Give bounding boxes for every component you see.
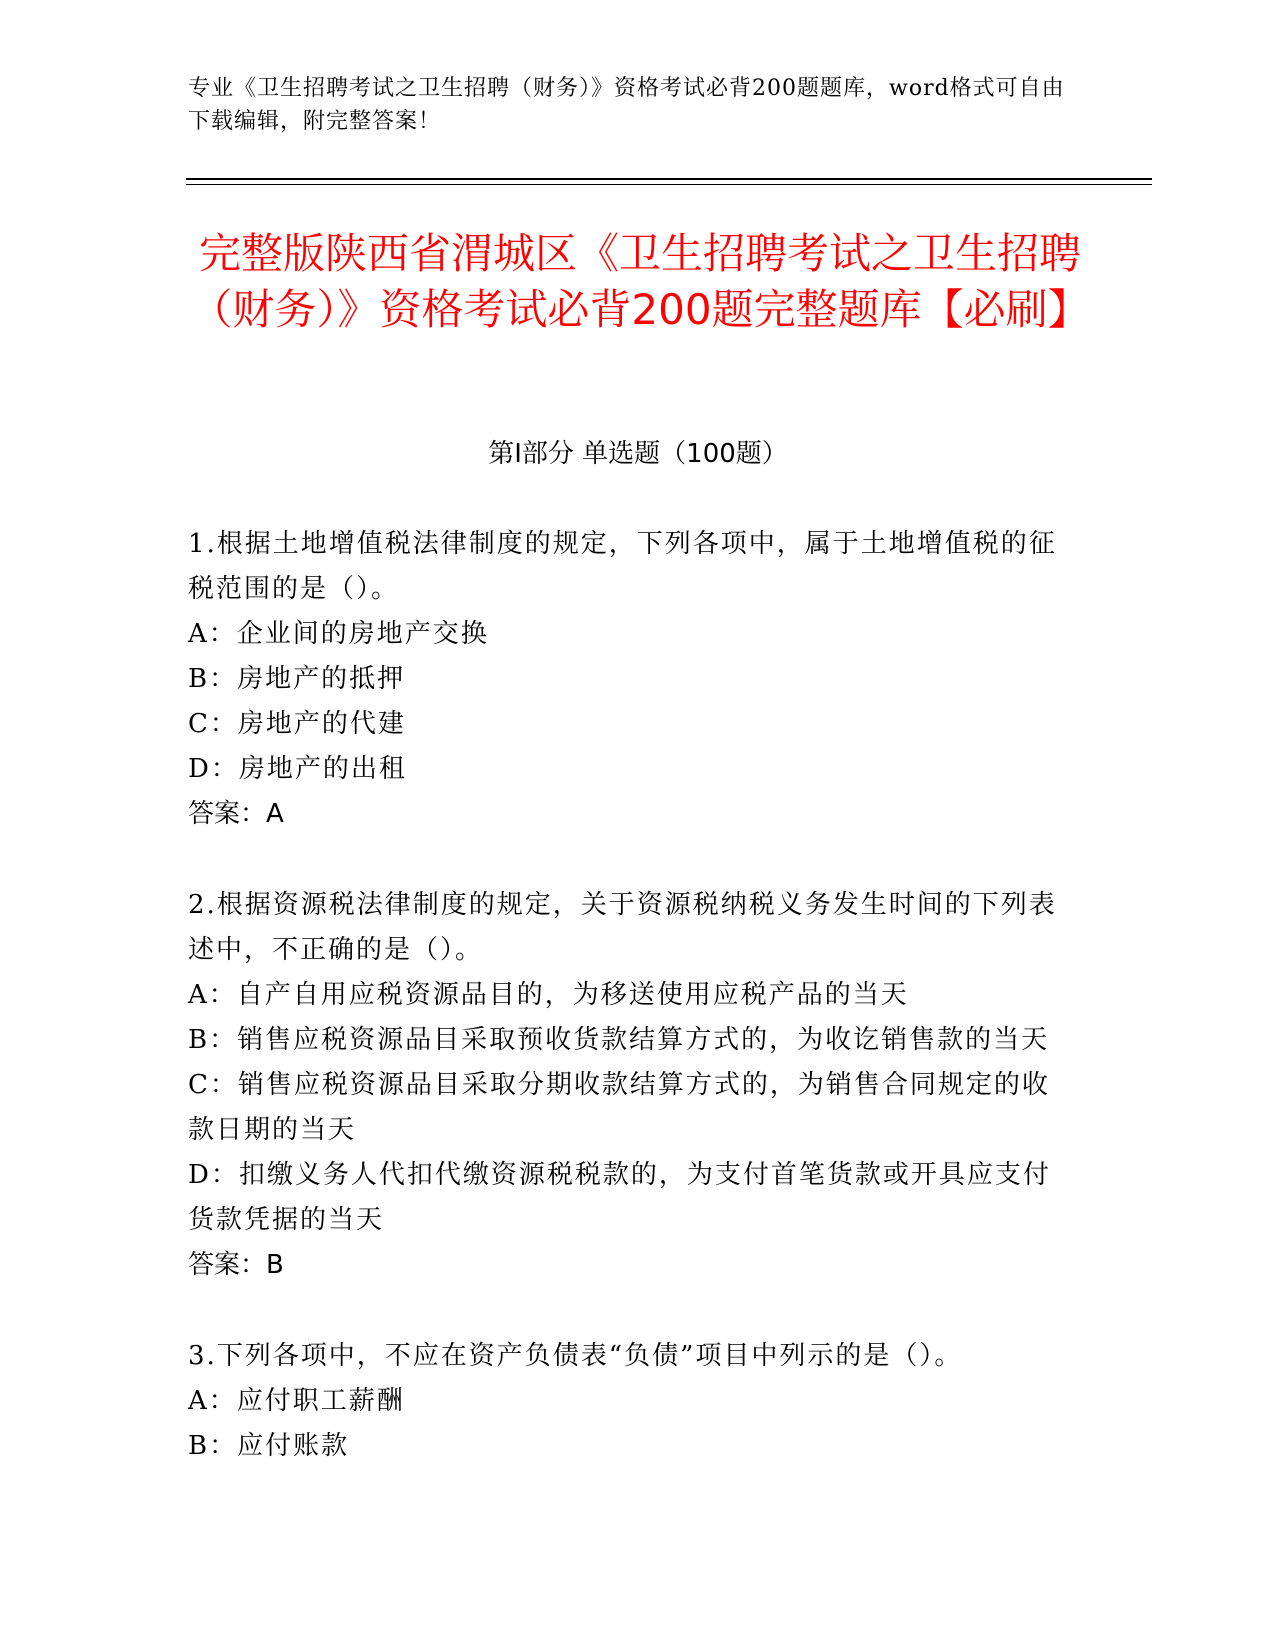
question-stem: 2.根据资源税法律制度的规定，关于资源税纳税义务发生时间的下列表述中，不正确的是（）。 [188,890,1057,965]
option-b: B：销售应税资源品目采取预收货款结算方式的，为收讫销售款的当天 [188,1025,1050,1055]
option-b: B：房地产的抵押 [188,664,406,694]
header-note: 专业《卫生招聘考试之卫生招聘（财务）》资格考试必背200题题库，word格式可自由下载编辑，附完整答案！ [188,76,1065,134]
question-3 [188,1334,1068,1469]
option-a: A：自产自用应税资源品目的，为移送使用应税产品的当天 [188,980,909,1010]
question-2 [188,883,1068,1288]
option-b: B：应付账款 [188,1431,350,1461]
header-rule-thick [186,178,1152,180]
document-title: 完整版陕西省渭城区《卫生招聘考试之卫生招聘（财务）》资格考试必背200题完整题库【必刷】 [190,229,1090,334]
answer: 答案：B [188,1250,284,1280]
question-stem: 1.根据土地增值税法律制度的规定，下列各项中，属于土地增值税的征税范围的是（）。 [188,529,1057,604]
option-c: C：房地产的代建 [188,709,406,739]
question-list [188,522,1068,1515]
question-stem: 3.下列各项中，不应在资产负债表“负债”项目中列示的是（）。 [188,1341,963,1371]
answer: 答案：A [188,799,284,829]
section-heading: 第Ⅰ部分 单选题（100题） [488,439,788,469]
option-c: C：销售应税资源品目采取分期收款结算方式的，为销售合同规定的收款日期的当天 [188,1070,1050,1145]
option-a: A：应付职工薪酬 [188,1386,405,1416]
option-d: D：房地产的出租 [188,754,407,784]
option-a: A：企业间的房地产交换 [188,619,489,649]
option-d: D：扣缴义务人代扣代缴资源税税款的，为支付首笔货款或开具应支付货款凭据的当天 [188,1160,1051,1235]
question-1 [188,522,1068,837]
header-rule-thin [186,184,1152,185]
